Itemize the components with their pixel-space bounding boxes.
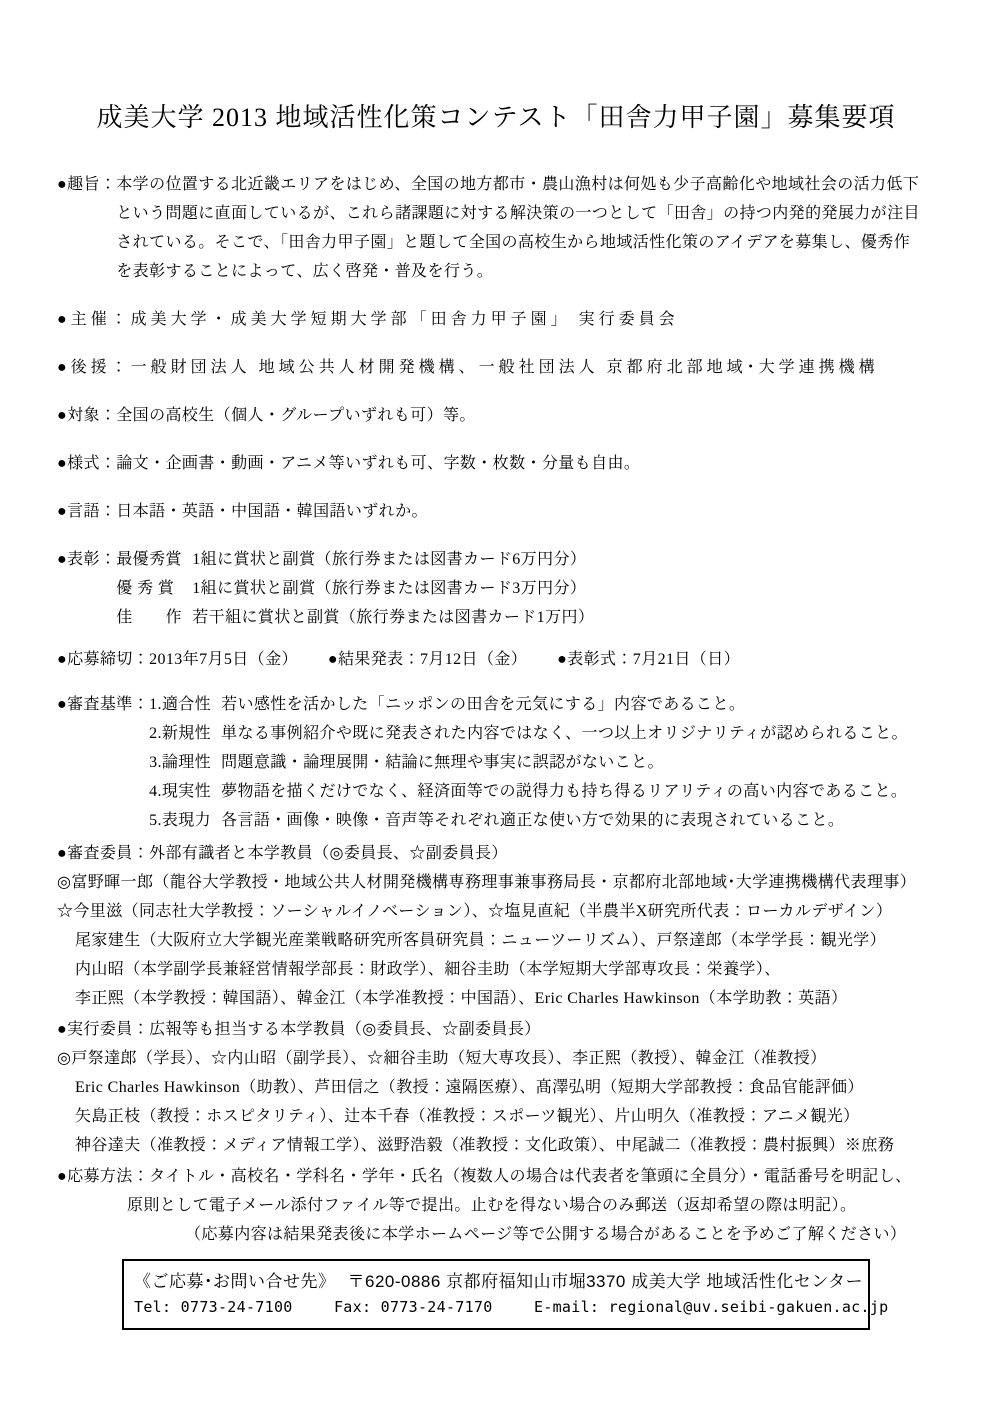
contact-fax: Fax: 0773-24-7170: [333, 1298, 493, 1316]
contact-email: E-mail: regional@uv.seibi-gakuen.ac.jp: [533, 1298, 889, 1316]
criterion-desc: 夢物語を描くだけでなく、経済面等での説得力も持ち得るリアリティの高い内容であること。: [221, 783, 908, 800]
contact-tel: Tel: 0773-24-7100: [134, 1298, 293, 1316]
criterion-name: 5.表現力: [149, 812, 212, 829]
section-criteria: [57, 690, 935, 835]
awards-list: [116, 545, 935, 632]
award-name: 佳 作: [116, 609, 182, 626]
section-label-purpose: ●趣旨：: [57, 176, 117, 193]
judge-line: 李正熙（本学教授：韓国語）、韓金江（本学准教授：中国語）、Eric Charles Hawkinson（本学助教：英語）: [75, 990, 848, 1007]
application-deadline: ●応募締切：2013年7月5日（金）: [57, 651, 298, 668]
contact-phone-line: [134, 1295, 889, 1320]
criterion-row: [149, 690, 935, 719]
section-awards: [57, 545, 935, 632]
criterion-row: [149, 748, 935, 777]
criterion-desc: 問題意識・論理展開・結論に無理や事実に誤認がないこと。: [221, 754, 664, 771]
criterion-name: 3.論理性: [149, 754, 212, 771]
criterion-name: 1.適合性: [149, 696, 212, 713]
award-row: [116, 603, 935, 632]
text-line: 原則として電子メール添付ファイル等で提出。止むを得ない場合のみ郵送（返却希望の際は明記）。: [127, 1197, 857, 1214]
purpose-text: [116, 170, 935, 286]
section-application: [57, 1162, 935, 1249]
application-first-row: [57, 1162, 935, 1191]
criterion-name: 2.新規性: [149, 725, 212, 742]
committee-line: Eric Charles Hawkinson（助教）、芦田信之（教授：遠隔医療）、髙澤弘明（短期大学部教授：食品官能評価）: [75, 1079, 864, 1096]
judge-line: ☆今里滋（同志社大学教授：ソーシャルイノベーション）、☆塩見直紀（半農半X研究所代表：ローカルデザイン）: [57, 903, 893, 920]
document-title: 成美大学 2013 地域活性化策コンテスト「田舎力甲子園」募集要項: [96, 103, 896, 132]
text-line: という問題に直面しているが、これら諸課題に対する解決策の一つとして「田舎」の持つ内発的発展力が注目: [116, 205, 920, 222]
criterion-name: 4.現実性: [149, 783, 212, 800]
section-organizer: ●主催：成美大学・成美大学短期大学部「田舎力甲子園」 実行委員会: [57, 311, 679, 328]
section-format: ●様式：論文・企画書・動画・アニメ等いずれも可、字数・枚数・分量も自由。: [57, 455, 641, 472]
section-purpose: [57, 170, 935, 286]
section-committee: [57, 1015, 935, 1160]
section-support: ●後援：一般財団法人 地域公共人材開発機構、一般社団法人 京都府北部地域･大学連携機構: [57, 359, 879, 376]
section-label-application: ●応募方法：: [57, 1168, 150, 1185]
judge-line: ◎富野暉一郎（龍谷大学教授・地域公共人材開発機構専務理事兼事務局長・京都府北部地域･大学連携機構代表理事）: [57, 874, 917, 891]
award-name: 優 秀 賞: [116, 580, 175, 597]
text-line: タイトル・高校名・学科名・学年・氏名（複数人の場合は代表者を筆頭に全員分）・電話番号を明記し、: [149, 1168, 912, 1185]
criterion-row: [149, 806, 935, 835]
committee-line: 矢島正枝（教授：ホスピタリティ）、辻本千春（准教授：スポーツ観光）、片山明久（准教授：アニメ観光）: [75, 1108, 860, 1125]
section-label-criteria: ●審査基準：: [57, 696, 150, 713]
section-dates: [57, 645, 935, 674]
judge-line: 尾家建生（大阪府立大学観光産業戦略研究所客員研究員：ニューツーリズム）、戸祭達郎（本学学長：観光学）: [75, 932, 887, 949]
committee-line: ◎戸祭達郎（学長）、☆内山昭（副学長）、☆細谷圭助（短大専攻長）、李正熙（教授）、韓金江（准教授）: [57, 1050, 827, 1067]
award-desc: 1組に賞状と副賞（旅行券または図書カード6万円分）: [192, 551, 587, 568]
results-announcement: ●結果発表：7月12日（金）: [327, 651, 528, 668]
section-language: ●言語：日本語・英語・中国語・韓国語いずれか。: [57, 503, 428, 520]
criterion-desc: 単なる事例紹介や既に発表された内容ではなく、一つ以上オリジナリティが認められること。: [221, 725, 908, 742]
award-desc: 1組に賞状と副賞（旅行券または図書カード3万円分）: [192, 580, 587, 597]
text-line: （応募内容は結果発表後に本学ホームページ等で公開する場合があることを予めご了解ください）: [185, 1226, 907, 1243]
award-desc: 若干組に賞状と副賞（旅行券または図書カード1万円）: [192, 609, 595, 626]
judge-line: 内山昭（本学副学長兼経営情報学部長：財政学）、細谷圭助（本学短期大学部専攻長：栄養学）、: [75, 961, 781, 978]
award-row: [116, 574, 935, 603]
section-label-awards: ●表彰：: [57, 551, 117, 568]
text-line: を表彰することによって、広く啓発・普及を行う。: [116, 263, 494, 280]
criterion-desc: 若い感性を活かした「ニッポンの田舎を元気にする」内容であること。: [221, 696, 746, 713]
contact-address: 〒620-0886 京都府福知山市堀3370 成美大学 地域活性化センター: [347, 1272, 864, 1291]
section-eligibility: ●対象：全国の高校生（個人・グループいずれも可）等。: [57, 407, 476, 424]
judges-header: ●審査委員：外部有識者と本学教員（◎委員長、☆副委員長）: [57, 845, 508, 862]
criterion-row: [149, 777, 935, 806]
contact-address-line: [134, 1268, 864, 1295]
criterion-desc: 各言語・画像・映像・音声等それぞれ適正な使い方で効果的に表現されていること。: [221, 812, 845, 829]
award-name: 最優秀賞: [116, 551, 182, 568]
committee-header: ●実行委員：広報等も担当する本学教員（◎委員長、☆副委員長）: [57, 1021, 541, 1038]
award-ceremony: ●表彰式：7月21日（日）: [557, 651, 741, 668]
contact-box: [122, 1259, 889, 1330]
section-judges: [57, 839, 935, 1013]
criteria-list: [149, 690, 935, 835]
text-line: 本学の位置する北近畿エリアをはじめ、全国の地方都市・農山漁村は何処も少子高齢化や地域社会の活力低下: [116, 176, 920, 193]
committee-line: 神谷達夫（准教授：メディア情報工学）、滋野浩毅（准教授：文化政策）、中尾誠二（准教授：農村振興）※庶務: [75, 1137, 895, 1154]
contact-heading: 《ご応募･お問い合せ先》: [134, 1272, 336, 1291]
criterion-row: [149, 719, 935, 748]
text-line: されている。そこで、「田舎力甲子園」と題して全国の高校生から地域活性化策のアイデアを募集し、優秀作: [116, 234, 911, 251]
award-row: [116, 545, 935, 574]
